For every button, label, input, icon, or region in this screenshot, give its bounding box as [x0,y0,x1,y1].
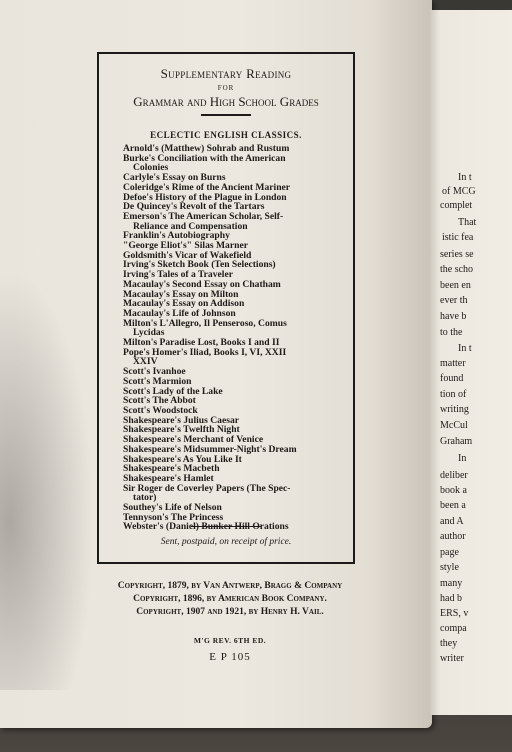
copyright-line: Copyright, 1879, by Van Antwerp, Bragg & Company [117,581,343,591]
book-title-line: "George Eliot's" Silas Marner [123,240,248,252]
section-heading: ECLECTIC ENGLISH CLASSICS. [150,130,302,140]
book-title-line: Scott's Lady of the Lake [123,385,223,397]
book-title-line: Macaulay's Second Essay on Chatham [123,278,281,290]
book-title-line: Scott's Marmion [123,375,192,387]
book-title-line: Tennyson's The Princess [123,511,224,523]
book-title-line: Burke's Conciliation with the American [123,152,286,164]
right-page-text-fragment: ERS, v [440,608,469,619]
right-page-text-fragment: author [440,531,466,542]
book-title-line: XXIV [133,356,158,368]
right-page-text-fragment: tion of [440,389,467,400]
right-page-text-fragment: deliber [440,470,468,481]
book-title-line: Shakespeare's As You Like It [123,453,242,465]
right-page-text-fragment: they [440,638,458,649]
book-title-line: Reliance and Compensation [133,220,248,232]
footer-note: Sent, postpaid, on receipt of price. [160,537,292,547]
right-page-text-fragment: the scho [440,264,474,275]
right-page-text-fragment: of MCG [442,186,476,197]
advertisement-frame [97,52,355,564]
book-list-item [123,522,349,532]
divider-rule [201,114,251,116]
copyright-line: Copyright, 1896, by American Book Company. [133,594,327,604]
book-title-line: Scott's Woodstock [123,404,198,416]
right-page [430,10,512,715]
book-title-line: Milton's Paradise Lost, Books I and II [123,337,280,349]
book-title-line: Southey's Life of Nelson [123,502,222,514]
book-title-line: Shakespeare's Midsummer-Night's Dream [123,443,297,455]
finger-shadow [0,270,95,690]
right-page-text-fragment: had b [440,593,462,604]
book-title-line: Scott's The Abbot [123,395,196,407]
book-title-line: Shakespeare's Hamlet [123,472,214,484]
right-page-text-fragment: McCul [440,420,468,431]
right-page-text-fragment: style [440,562,459,573]
book-list-item [123,154,349,173]
book-title-line: Macaulay's Essay on Addison [123,298,245,310]
book-title-line: Scott's Ivanhoe [123,366,186,378]
right-page-text-fragment: and A [440,516,464,527]
right-page-text-fragment: been en [440,280,471,291]
book-title-line: Shakespeare's Twelfth Night [123,424,240,436]
copyright-block [80,580,380,619]
book-title-line: Coleridge's Rime of the Ancient Mariner [123,181,291,193]
book-list-item [123,484,349,503]
right-page-text-fragment: book a [440,485,467,496]
right-page-text-fragment: found [440,373,464,384]
book-title-line: Shakespeare's Macbeth [123,463,220,475]
book-title-line: Pope's Homer's Iliad, Books I, VI, XXII [123,346,287,358]
page-code: E P 105 [209,651,251,663]
book-title-line: Defoe's History of the Plague in London [123,191,287,203]
footer-rule [191,526,261,527]
right-page-text-fragment: In [458,453,467,464]
right-page-text-fragment: complet [440,200,473,211]
book-list [123,144,349,532]
book-title-line: Lycidas [133,327,165,339]
right-page-text-fragment: istic fea [442,232,474,243]
book-title-line: Milton's L'Allegro, Il Penseroso, Comus [123,317,287,329]
book-title-line: Macaulay's Essay on Milton [123,288,239,300]
copyright-line: Copyright, 1907 and 1921, by Henry H. Vail. [136,607,324,617]
right-page-text-fragment: have b [440,311,467,322]
right-page-text-fragment: many [440,578,463,589]
book-title-line: Colonies [133,162,169,174]
book-list-item [123,319,349,338]
right-page-text-fragment: compa [440,623,467,634]
book-title-line: Irving's Sketch Book (Ten Selections) [123,259,276,271]
book-title-line: Shakespeare's Merchant of Venice [123,434,264,446]
book-title-line: Arnold's (Matthew) Sohrab and Rustum [123,143,290,154]
edition-line: M'G REV. 6TH ED. [193,636,267,645]
right-page-text-fragment: In t [458,343,472,354]
right-page-text-fragment: writing [440,404,469,415]
title-line-2: for [217,82,235,93]
title-line-3: Grammar and High School Grades [133,94,319,109]
right-page-text-fragment: In t [458,172,472,183]
right-page-text-fragment: series se [440,249,474,260]
right-page-text-fragment: ever th [440,295,468,306]
book-title-line: Franklin's Autobiography [123,230,230,242]
right-page-text-fragment: Graham [440,436,473,447]
title-line-1: Supplementary Reading [160,66,292,81]
right-page-text-fragment: been a [440,500,466,511]
right-page-text-fragment: page [440,547,459,558]
book-title-line: Emerson's The American Scholar, Self- [123,210,284,222]
book-title-line: Sir Roger de Coverley Papers (The Spec- [123,482,291,494]
book-title-line: Carlyle's Essay on Burns [123,172,226,184]
right-page-text-fragment: to the [440,327,463,338]
right-page-text-fragment: writer [440,653,464,664]
book-title-line: Webster's (Daniel) Bunker Hill Orations [123,521,289,533]
book-title-line: tator) [133,492,157,504]
book-list-item [123,212,349,231]
book-list-item [123,348,349,367]
right-page-text-fragment: That [458,217,477,228]
book-title-line: Macaulay's Life of Johnson [123,307,236,319]
book-title-line: De Quincey's Revolt of the Tartars [123,201,265,213]
book-title-line: Irving's Tales of a Traveler [123,269,233,281]
right-page-text-fragment: matter [440,358,466,369]
book-title-line: Shakespeare's Julius Caesar [123,414,240,426]
book-title-line: Goldsmith's Vicar of Wakefield [123,249,252,261]
